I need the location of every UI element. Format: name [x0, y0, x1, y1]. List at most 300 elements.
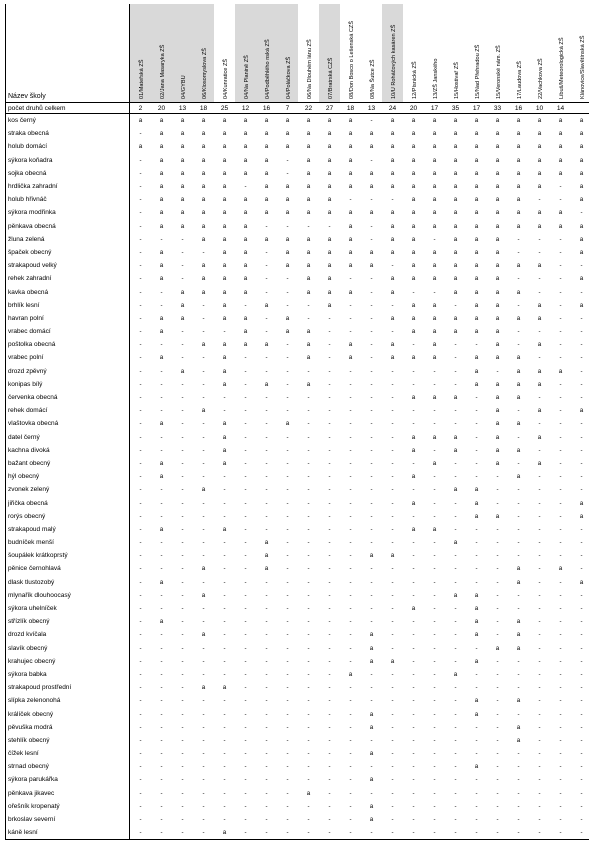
presence-cell: a — [327, 156, 332, 164]
presence-cell: - — [571, 206, 589, 219]
presence-cell: - — [571, 549, 589, 562]
school-column-header — [445, 4, 466, 103]
presence-cell: a — [390, 275, 395, 283]
presence-cell: - — [160, 288, 163, 296]
species-name: pěnice černohlavá — [6, 562, 130, 575]
presence-cell: a — [201, 196, 206, 204]
presence-cell: - — [244, 631, 247, 639]
presence-cell: - — [151, 826, 172, 840]
presence-cell: - — [571, 259, 589, 272]
presence-cell: a — [222, 222, 227, 230]
presence-cell: - — [433, 802, 436, 810]
presence-cell: - — [391, 578, 394, 586]
species-row — [6, 154, 589, 167]
presence-cell: a — [306, 262, 311, 270]
presence-cell: - — [517, 710, 520, 718]
presence-cell: - — [349, 565, 352, 573]
school-column-header — [172, 4, 193, 103]
presence-cell: - — [370, 539, 373, 547]
presence-cell: a — [516, 196, 521, 204]
presence-cell: a — [306, 288, 311, 296]
presence-cell: - — [559, 591, 562, 599]
presence-cell: - — [370, 196, 373, 204]
presence-cell: - — [559, 499, 562, 507]
presence-cell: a — [474, 657, 479, 665]
presence-cell: a — [411, 196, 416, 204]
presence-cell: - — [496, 499, 499, 507]
presence-cell: - — [433, 512, 436, 520]
species-row — [6, 193, 589, 206]
presence-cell: - — [139, 341, 142, 349]
presence-cell: - — [139, 156, 142, 164]
presence-cell: a — [516, 644, 521, 652]
presence-cell: - — [496, 750, 499, 758]
presence-cell: a — [285, 248, 290, 256]
presence-cell: - — [538, 512, 541, 520]
school-name-label: 04/Kunratice ZŠ — [222, 58, 229, 99]
presence-cell: - — [370, 222, 373, 230]
presence-cell: - — [571, 483, 589, 496]
school-column-header — [508, 4, 529, 103]
presence-cell: a — [453, 117, 458, 125]
presence-cell: a — [369, 169, 374, 177]
presence-cell: a — [348, 156, 353, 164]
presence-cell: - — [223, 565, 226, 573]
species-name: střízlík obecný — [6, 615, 130, 628]
presence-cell: a — [327, 209, 332, 217]
presence-cell: - — [307, 222, 310, 230]
presence-cell: a — [201, 130, 206, 138]
presence-cell: - — [286, 565, 289, 573]
presence-cell: - — [307, 473, 310, 481]
presence-cell: - — [571, 562, 589, 575]
presence-cell: - — [496, 473, 499, 481]
presence-cell: a — [495, 143, 500, 151]
presence-cell: - — [223, 407, 226, 415]
presence-cell: - — [139, 459, 142, 467]
presence-cell: - — [160, 407, 163, 415]
presence-cell: a — [411, 248, 416, 256]
presence-cell: - — [160, 367, 163, 375]
presence-cell: - — [202, 301, 205, 309]
presence-cell: - — [349, 684, 352, 692]
species-by-school-table — [5, 4, 589, 840]
presence-cell: - — [181, 736, 184, 744]
species-row — [6, 351, 589, 364]
presence-cell: - — [139, 618, 142, 626]
presence-cell: a — [306, 341, 311, 349]
presence-cell: a — [390, 183, 395, 191]
presence-cell: - — [433, 499, 436, 507]
presence-cell: - — [307, 631, 310, 639]
presence-cell: a — [516, 117, 521, 125]
presence-cell: a — [474, 512, 479, 520]
presence-cell: a — [537, 301, 542, 309]
presence-cell: a — [571, 299, 589, 312]
presence-cell: a — [537, 407, 542, 415]
presence-cell: - — [265, 512, 268, 520]
school-column-header — [298, 4, 319, 103]
species-row — [6, 325, 589, 338]
presence-cell: - — [265, 486, 268, 494]
species-count-value: 7 — [277, 103, 298, 114]
presence-cell: a — [159, 314, 164, 322]
presence-cell: - — [286, 789, 289, 797]
presence-cell: - — [286, 394, 289, 402]
presence-cell: - — [223, 802, 226, 810]
presence-cell: - — [349, 750, 352, 758]
presence-cell: a — [306, 196, 311, 204]
presence-cell: a — [411, 301, 416, 309]
species-name: sýkora modřinka — [6, 206, 130, 219]
presence-cell: - — [571, 444, 589, 457]
presence-cell: - — [538, 750, 541, 758]
presence-cell: a — [516, 262, 521, 270]
presence-cell: - — [160, 644, 163, 652]
presence-cell: a — [306, 209, 311, 217]
presence-cell: - — [223, 512, 226, 520]
presence-cell: a — [495, 314, 500, 322]
presence-cell: - — [307, 816, 310, 824]
species-count-value: 25 — [214, 103, 235, 114]
presence-cell: - — [160, 565, 163, 573]
presence-cell: a — [453, 288, 458, 296]
presence-cell: a — [537, 341, 542, 349]
presence-cell: - — [181, 328, 184, 336]
species-name: rehek zahradní — [6, 272, 130, 285]
school-name-label: Libuš/Meteorologická ZŠ — [558, 37, 565, 99]
presence-cell: - — [307, 605, 310, 613]
school-name-label: 08/Na Šutce ZŠ — [369, 59, 376, 99]
presence-cell: - — [433, 380, 436, 388]
presence-cell: a — [516, 631, 521, 639]
school-column-header — [277, 4, 298, 103]
presence-cell: - — [139, 433, 142, 441]
presence-cell: - — [370, 156, 373, 164]
presence-cell: a — [369, 802, 374, 810]
presence-cell: - — [349, 723, 352, 731]
presence-cell: - — [475, 539, 478, 547]
presence-cell: - — [307, 525, 310, 533]
presence-cell: - — [277, 826, 298, 840]
presence-cell: - — [286, 512, 289, 520]
presence-cell: - — [139, 499, 142, 507]
presence-cell: - — [559, 394, 562, 402]
presence-cell: a — [180, 209, 185, 217]
species-name: sojka obecná — [6, 167, 130, 180]
presence-cell: - — [496, 802, 499, 810]
presence-cell: a — [243, 262, 248, 270]
presence-cell: - — [475, 789, 478, 797]
species-row — [6, 787, 589, 800]
presence-cell: a — [432, 248, 437, 256]
header-row — [6, 4, 589, 103]
presence-cell: - — [223, 736, 226, 744]
presence-cell: - — [307, 512, 310, 520]
presence-cell: a — [264, 301, 269, 309]
presence-cell: - — [571, 325, 589, 338]
presence-cell: - — [370, 670, 373, 678]
presence-cell: - — [559, 235, 562, 243]
presence-cell: - — [475, 776, 478, 784]
presence-cell: - — [139, 591, 142, 599]
presence-cell: - — [286, 684, 289, 692]
presence-cell: - — [454, 407, 457, 415]
presence-cell: a — [474, 196, 479, 204]
presence-cell: a — [159, 525, 164, 533]
presence-cell: - — [265, 736, 268, 744]
presence-cell: - — [571, 787, 589, 800]
presence-cell: - — [475, 750, 478, 758]
presence-cell: - — [181, 816, 184, 824]
species-name: čížek lesní — [6, 747, 130, 760]
presence-cell: - — [496, 605, 499, 613]
presence-cell: a — [348, 235, 353, 243]
presence-cell: - — [181, 710, 184, 718]
presence-cell: a — [222, 354, 227, 362]
presence-cell: a — [285, 183, 290, 191]
presence-cell: - — [571, 642, 589, 655]
presence-cell: a — [214, 826, 235, 840]
presence-cell: a — [537, 262, 542, 270]
presence-cell: a — [180, 143, 185, 151]
presence-cell: a — [327, 117, 332, 125]
species-row — [6, 259, 589, 272]
presence-cell: - — [496, 763, 499, 771]
presence-cell: a — [495, 407, 500, 415]
presence-cell: - — [244, 750, 247, 758]
presence-cell: - — [193, 826, 214, 840]
school-column-header — [130, 4, 152, 103]
presence-cell: - — [496, 565, 499, 573]
species-row — [6, 220, 589, 233]
species-name: káně lesní — [6, 826, 130, 840]
presence-cell: - — [496, 657, 499, 665]
presence-cell: - — [244, 354, 247, 362]
presence-cell: a — [264, 565, 269, 573]
presence-cell: a — [390, 130, 395, 138]
presence-cell: - — [349, 486, 352, 494]
presence-cell: - — [244, 736, 247, 744]
presence-cell: a — [180, 288, 185, 296]
presence-cell: a — [306, 183, 311, 191]
presence-cell: - — [412, 763, 415, 771]
species-name: šoupálek krátkoprstý — [6, 549, 130, 562]
presence-cell: - — [412, 776, 415, 784]
presence-cell: - — [517, 433, 520, 441]
presence-cell: - — [307, 433, 310, 441]
presence-cell: - — [328, 763, 331, 771]
species-name: hýl obecný — [6, 470, 130, 483]
presence-cell: - — [571, 813, 589, 826]
presence-cell: - — [382, 826, 403, 840]
presence-cell: - — [307, 750, 310, 758]
presence-cell: - — [571, 760, 589, 773]
presence-cell: - — [139, 789, 142, 797]
species-row — [6, 734, 589, 747]
presence-cell: - — [286, 380, 289, 388]
presence-cell: a — [348, 209, 353, 217]
presence-cell: a — [390, 657, 395, 665]
presence-cell: - — [139, 697, 142, 705]
presence-cell: - — [559, 459, 562, 467]
presence-cell: a — [537, 169, 542, 177]
presence-cell: - — [496, 552, 499, 560]
presence-cell: - — [244, 605, 247, 613]
presence-cell: - — [223, 789, 226, 797]
presence-cell: - — [160, 433, 163, 441]
presence-cell: - — [160, 710, 163, 718]
presence-cell: - — [181, 499, 184, 507]
presence-cell: - — [265, 459, 268, 467]
presence-cell: - — [202, 525, 205, 533]
presence-cell: - — [571, 457, 589, 470]
presence-cell: a — [516, 473, 521, 481]
presence-cell: - — [349, 789, 352, 797]
presence-cell: - — [349, 763, 352, 771]
presence-cell: a — [432, 301, 437, 309]
species-row — [6, 431, 589, 444]
presence-cell: - — [538, 525, 541, 533]
presence-cell: - — [370, 341, 373, 349]
presence-cell: - — [160, 776, 163, 784]
presence-cell: - — [538, 816, 541, 824]
species-name: mlynařík dlouhoocasý — [6, 589, 130, 602]
presence-cell: - — [454, 380, 457, 388]
presence-cell: - — [349, 591, 352, 599]
presence-cell: a — [495, 169, 500, 177]
presence-cell: - — [370, 591, 373, 599]
presence-cell: - — [370, 618, 373, 626]
species-row — [6, 127, 589, 140]
presence-cell: - — [286, 776, 289, 784]
school-column-header — [382, 4, 403, 103]
presence-cell: - — [202, 552, 205, 560]
presence-cell: a — [180, 301, 185, 309]
presence-cell: - — [328, 618, 331, 626]
presence-cell: a — [369, 631, 374, 639]
presence-cell: - — [559, 328, 562, 336]
species-row — [6, 140, 589, 153]
presence-cell: - — [265, 407, 268, 415]
presence-cell: - — [307, 407, 310, 415]
presence-cell: - — [475, 816, 478, 824]
presence-cell: - — [181, 552, 184, 560]
presence-cell: - — [370, 314, 373, 322]
species-row — [6, 707, 589, 720]
presence-cell: - — [433, 789, 436, 797]
species-count-value: 24 — [382, 103, 403, 114]
presence-cell: - — [391, 394, 394, 402]
presence-cell: a — [571, 246, 589, 259]
school-name-label: 17/Laudova ZŠ — [516, 61, 523, 99]
presence-cell: - — [307, 618, 310, 626]
presence-cell: - — [307, 684, 310, 692]
presence-cell: a — [516, 183, 521, 191]
school-name-label: 06/Na Dlouhém lánu ZŠ — [306, 39, 313, 99]
presence-cell: - — [454, 618, 457, 626]
presence-cell: - — [181, 354, 184, 362]
species-name: špaček obecný — [6, 246, 130, 259]
presence-cell: - — [328, 499, 331, 507]
presence-cell: a — [495, 117, 500, 125]
presence-cell: - — [244, 565, 247, 573]
school-column-header — [235, 4, 256, 103]
presence-cell: a — [327, 248, 332, 256]
presence-cell: - — [538, 486, 541, 494]
presence-cell: a — [243, 209, 248, 217]
presence-cell: - — [433, 367, 436, 375]
school-column-header — [319, 4, 340, 103]
presence-cell: - — [454, 354, 457, 362]
presence-cell: a — [474, 591, 479, 599]
presence-cell: - — [370, 446, 373, 454]
presence-cell: a — [432, 262, 437, 270]
presence-cell: - — [454, 684, 457, 692]
presence-cell: - — [496, 578, 499, 586]
presence-cell: - — [244, 697, 247, 705]
presence-cell: - — [559, 670, 562, 678]
presence-cell: - — [391, 420, 394, 428]
presence-cell: - — [391, 736, 394, 744]
presence-cell: a — [453, 433, 458, 441]
presence-cell: a — [453, 248, 458, 256]
presence-cell: - — [265, 328, 268, 336]
presence-cell: - — [538, 565, 541, 573]
presence-cell: a — [453, 209, 458, 217]
presence-cell: - — [286, 657, 289, 665]
presence-cell: a — [516, 420, 521, 428]
presence-cell: - — [559, 736, 562, 744]
presence-cell: a — [537, 143, 542, 151]
presence-cell: - — [349, 776, 352, 784]
presence-cell: - — [181, 802, 184, 810]
presence-cell: a — [159, 420, 164, 428]
presence-cell: - — [433, 578, 436, 586]
presence-cell: - — [244, 710, 247, 718]
presence-cell: - — [160, 341, 163, 349]
presence-cell: a — [159, 117, 164, 125]
presence-cell: a — [432, 183, 437, 191]
presence-cell: - — [550, 826, 571, 840]
presence-cell: - — [307, 657, 310, 665]
species-row — [6, 444, 589, 457]
presence-cell: a — [201, 486, 206, 494]
species-row — [6, 285, 589, 298]
presence-cell: - — [475, 736, 478, 744]
presence-cell: - — [139, 631, 142, 639]
presence-cell: - — [571, 681, 589, 694]
presence-cell: - — [517, 459, 520, 467]
presence-cell: a — [453, 235, 458, 243]
presence-cell: a — [222, 275, 227, 283]
presence-cell: - — [412, 341, 415, 349]
presence-cell: - — [496, 776, 499, 784]
presence-cell: - — [286, 816, 289, 824]
presence-cell: - — [454, 763, 457, 771]
presence-cell: - — [181, 697, 184, 705]
presence-cell: a — [222, 262, 227, 270]
presence-cell: - — [139, 301, 142, 309]
presence-cell: - — [454, 525, 457, 533]
presence-cell: a — [474, 328, 479, 336]
presence-cell: - — [496, 631, 499, 639]
presence-cell: - — [223, 750, 226, 758]
presence-cell: - — [391, 473, 394, 481]
presence-cell: - — [391, 776, 394, 784]
species-name: holub domácí — [6, 140, 130, 153]
presence-cell: - — [517, 301, 520, 309]
